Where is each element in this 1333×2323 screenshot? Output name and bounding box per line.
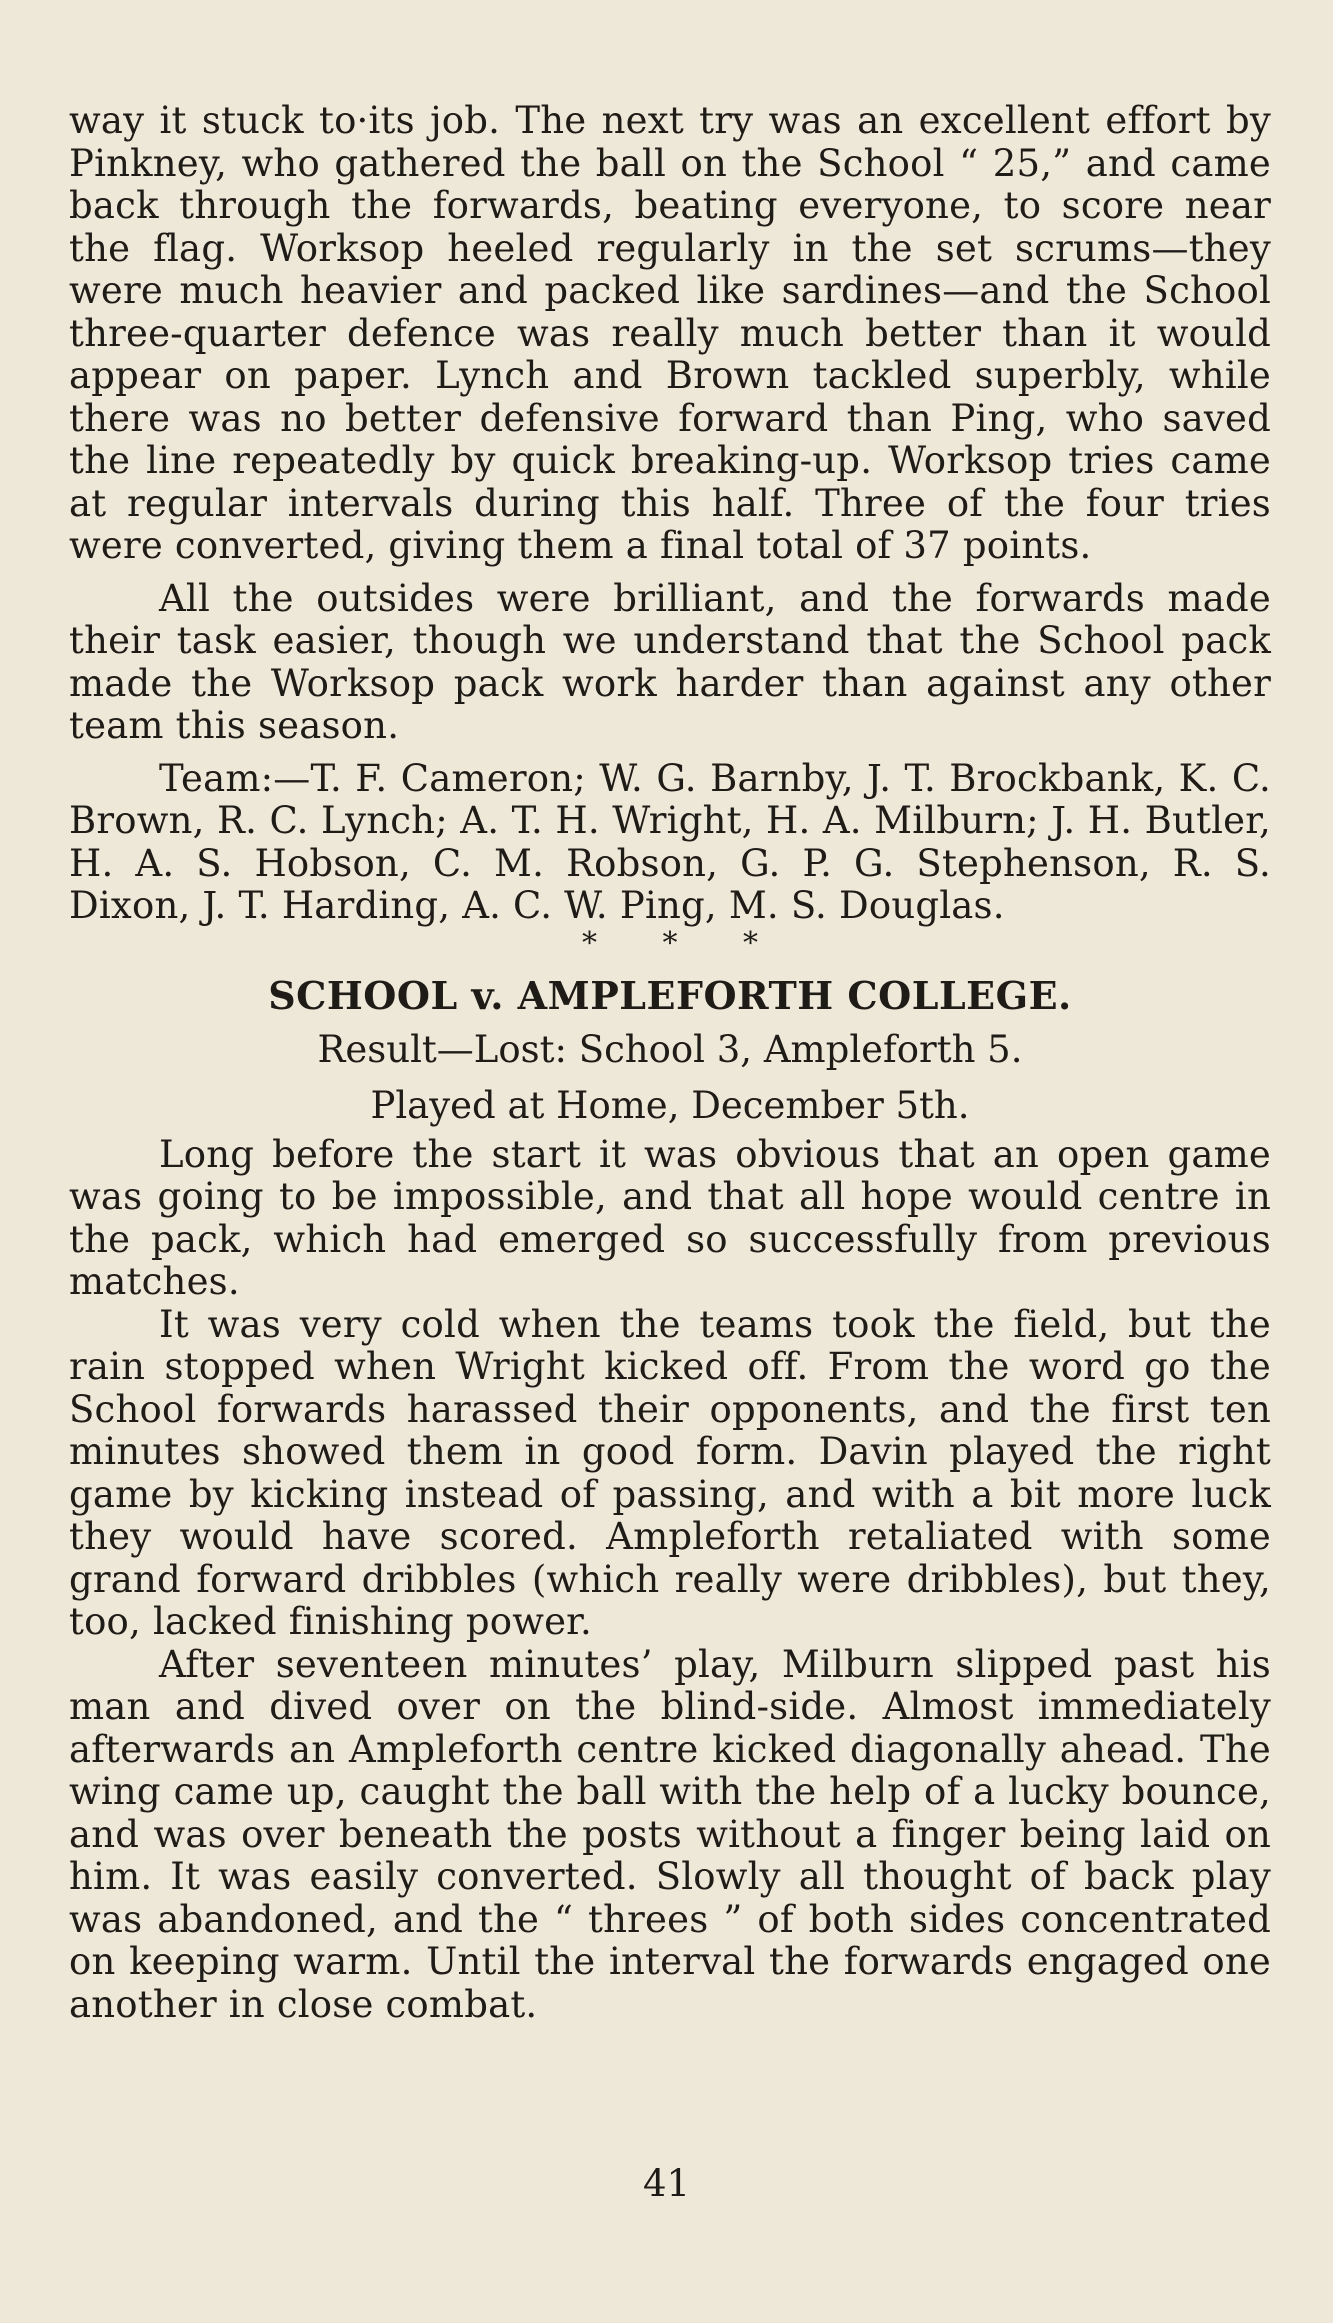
match-result: Result—Lost: School 3, Ampleforth 5. bbox=[317, 1027, 1023, 1071]
paragraph-outsides: All the outsides were brilliant, and the forwards made their task easier, though we understand that the School pack made the Worksop pack work harder than against any other team this season. bbox=[69, 576, 1271, 747]
paragraph-team-list: Team:—T. F. Cameron; W. G. Barnby, J. T. Brockbank, K. C. Brown, R. C. Lynch; A. T. H. Wright, H. A. Milburn; J. H. Butler, H. A. S. Hobson, C. M. Robson, G. P. G. Stephenson, R. S. Dixon, J. T. Harding, A. C. W. Ping, M. S. Douglas. bbox=[69, 756, 1271, 927]
match-heading: SCHOOL v. AMPLEFORTH COLLEGE. bbox=[268, 972, 1072, 1018]
page-body bbox=[69, 100, 1271, 2026]
paragraph-very-cold: It was very cold when the teams took the field, but the rain stopped when Wright kicked off. From the word go the School forwards harassed their opponents, and the first ten minutes showed them in good form. Davin played the right game by kicking instead of passing, and with a bit more luck they would have scored. Ampleforth retaliated with some grand forward dribbles (which really were dribbles), but they, too, lacked finishing power. bbox=[69, 1302, 1271, 1643]
match-venue-date: Played at Home, December 5th. bbox=[370, 1083, 970, 1127]
section-divider: * * * bbox=[581, 925, 787, 961]
paragraph-worksop-tries: way it stuck to·its job. The next try was an excellent effort by Pinkney, who gathered the ball on the School “ 25,” and came back through the forwards, beating everyone, to score near the flag. Worksop heeled regularly in the set scrums—they were much heavier and packed like sardines—and the School three-quarter defence was really much better than it would appear on paper. Lynch and Brown tackled superbly, while there was no better defensive forward than Ping, who saved the line repeatedly by quick breaking-up. Worksop tries came at regular intervals during this half. Three of the four tries were converted, giving them a final total of 37 points. bbox=[69, 99, 1271, 567]
paragraph-long-before: Long before the start it was obvious that an open game was going to be impossible, and that all hope would centre in the pack, which had emerged so successfully from previous matches. bbox=[69, 1132, 1271, 1303]
page-number: 41 bbox=[642, 2162, 691, 2205]
paragraph-seventeen-minutes: After seventeen minutes’ play, Milburn slipped past his man and dived over on the blind-side. Almost immediately afterwards an Ampleforth centre kicked diagonally ahead. The wing came up, caught the ball with the help of a lucky bounce, and was over beneath the posts without a finger being laid on him. It was easily converted. Slowly all thought of back play was abandoned, and the “ threes ” of both sides concentrated on keeping warm. Until the interval the forwards engaged one another in close combat. bbox=[69, 1642, 1271, 2026]
